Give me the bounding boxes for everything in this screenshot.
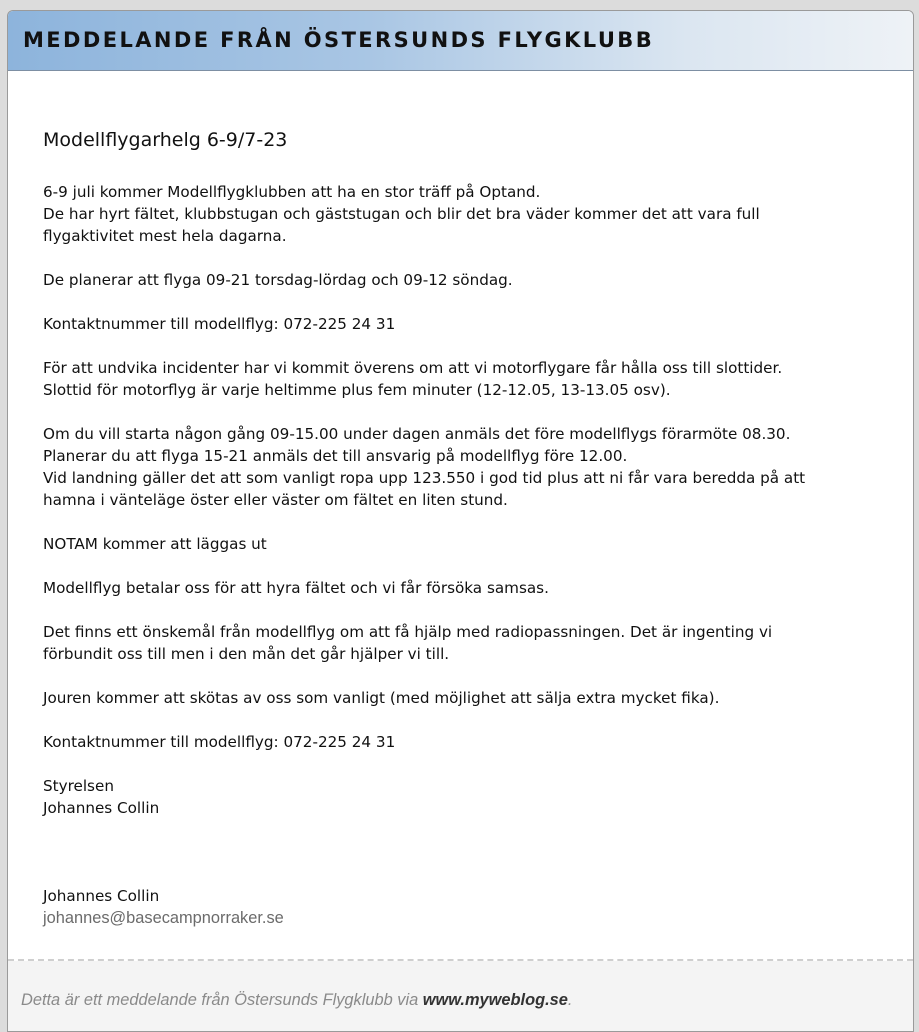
text-line: Om du vill starta någon gång 09-15.00 under dagen anmäls det före modellflygs förarmöte 08.30. [43, 425, 791, 443]
paragraph-jouren [43, 687, 893, 709]
paragraph-notam [43, 533, 893, 555]
text-line: De har hyrt fältet, klubbstugan och gäststugan och blir det bra väder kommer det att vara full [43, 205, 760, 223]
footer-site-link[interactable]: www.myweblog.se [422, 991, 568, 1009]
paragraph-slottider [43, 357, 893, 401]
message-title: Modellflygarhelg 6-9/7-23 [43, 129, 288, 151]
text-line: Det finns ett önskemål från modellflyg om att få hjälp med radiopassningen. Det är ingenting vi [43, 623, 773, 641]
text-line: Jouren kommer att skötas av oss som vanligt (med möjlighet att sälja extra mycket fika). [43, 689, 720, 707]
text-line: 6-9 juli kommer Modellflygklubben att ha en stor träff på Optand. [43, 183, 541, 201]
paragraph-schedule [43, 269, 893, 291]
paragraph-intro [43, 181, 893, 247]
text-line: flygaktivitet mest hela dagarna. [43, 227, 287, 245]
text-line: De planerar att flyga 09-21 torsdag-lördag och 09-12 söndag. [43, 271, 513, 289]
text-line: För att undvika incidenter har vi kommit överens om att vi motorflygare får hålla oss till slottider. [43, 359, 783, 377]
footer-area [8, 961, 913, 1032]
signature-email-link[interactable]: johannes@basecampnorraker.se [43, 909, 284, 927]
paragraph-radio [43, 621, 893, 665]
footer-text [21, 991, 572, 1010]
text-line: hamna i vänteläge öster eller väster om fältet en liten stund. [43, 491, 508, 509]
paragraph-sender [43, 775, 893, 819]
paragraph-payment [43, 577, 893, 599]
text-line: Planerar du att flyga 15-21 anmäls det till ansvarig på modellflyg före 12.00. [43, 447, 628, 465]
footer-prefix: Detta är ett meddelande från Östersunds Flygklubb via [21, 991, 423, 1009]
text-line: Slottid för motorflyg är varje heltimme plus fem minuter (12-12.05, 13-13.05 osv). [43, 381, 671, 399]
text-line: Styrelsen [43, 777, 114, 795]
header-bar [8, 11, 913, 71]
footer-suffix: . [567, 991, 573, 1009]
text-line: Kontaktnummer till modellflyg: 072-225 24 31 [43, 315, 396, 333]
text-line: förbundit oss till men i den mån det går hjälper vi till. [43, 645, 450, 663]
text-line: Johannes Collin [43, 799, 160, 817]
paragraph-procedures [43, 423, 893, 511]
message-card [7, 10, 914, 1032]
text-line: Vid landning gäller det att som vanligt ropa upp 123.550 i god tid plus att ni får vara beredda på att [43, 469, 806, 487]
message-body [43, 128, 893, 929]
paragraph-contact [43, 313, 893, 335]
signature-name: Johannes Collin [43, 887, 160, 905]
header-title: MEDDELANDE FRÅN ÖSTERSUNDS FLYGKLUBB [23, 28, 655, 52]
text-line: NOTAM kommer att läggas ut [43, 535, 267, 553]
signature-block [43, 885, 893, 929]
paragraph-contact-repeat [43, 731, 893, 753]
text-line: Modellflyg betalar oss för att hyra fältet och vi får försöka samsas. [43, 579, 549, 597]
text-line: Kontaktnummer till modellflyg: 072-225 24 31 [43, 733, 396, 751]
